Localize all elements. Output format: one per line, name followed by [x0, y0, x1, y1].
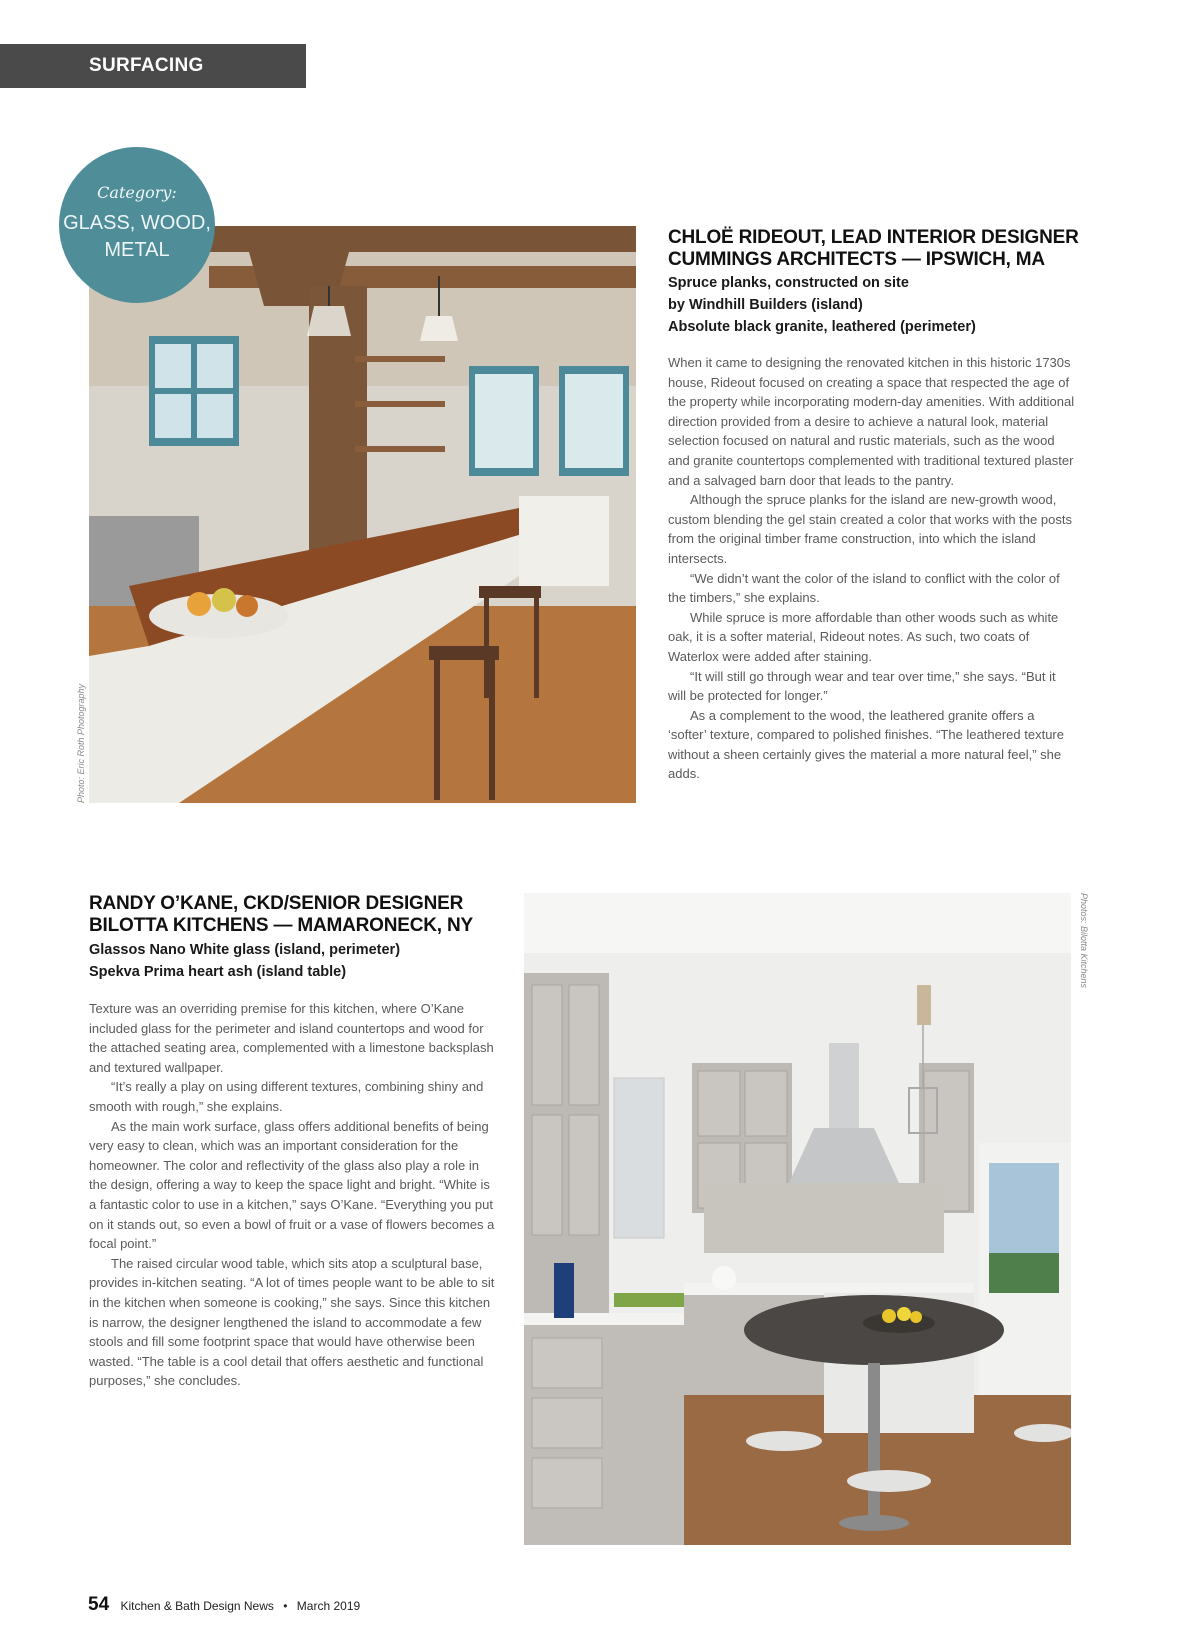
- profile1-spec: Spruce planks, constructed on site: [668, 275, 909, 291]
- profile2-spec: Glassos Nano White glass (island, perimeter): [89, 942, 401, 958]
- paragraph: Although the spruce planks for the island are new-growth wood, custom blending the gel stain created a color that works with the posts from the original timber frame construction, into which the island intersects.: [668, 492, 1072, 566]
- paragraph: Texture was an overriding premise for this kitchen, where O’Kane included glass for the perimeter and island countertops and wood for the attached seating area, complemented with a limestone backsplash and textured wallpaper.: [89, 1001, 494, 1075]
- page-number: 54: [88, 1594, 110, 1615]
- profile1-specs: [668, 272, 976, 338]
- paragraph: As a complement to the wood, the leathered granite offers a ‘softer’ texture, compared to polished finishes. “The leathered texture without a sheen certainly gives the material a more natural feel,” she adds.: [668, 707, 1064, 782]
- profile2-heading-line1: RANDY O’KANE, CKD/SENIOR DESIGNER: [89, 893, 464, 914]
- category-value: GLASS, WOOD, METAL: [63, 212, 211, 261]
- category-badge: [59, 147, 215, 303]
- profile1-heading: [668, 227, 1098, 271]
- paragraph: When it came to designing the renovated kitchen in this historic 1730s house, Rideout focused on creating a space that respected the age of the property while incorporating modern-day amenities. With additional direction provided from a desire to achieve a natural look, material selection focused on natural and rustic materials, such as the wood and granite countertops complemented with traditional textured plaster and a salvaged barn door that leads to the pantry.: [668, 355, 1075, 488]
- gray-kitchen-photo: [524, 893, 1071, 1545]
- profile2-heading-line2: BILOTTA KITCHENS — MAMARONECK, NY: [89, 915, 473, 936]
- page-footer: [88, 1594, 360, 1616]
- rustic-kitchen-photo: [89, 226, 636, 803]
- profile1-spec: by Windhill Builders (island): [668, 297, 863, 313]
- paragraph: “It’s really a play on using different textures, combining shiny and smooth with rough,” she explains.: [89, 1079, 484, 1114]
- section-title: SURFACING PROFILES: [89, 55, 204, 120]
- footer-separator: •: [283, 1599, 288, 1613]
- paragraph: “We didn’t want the color of the island to conflict with the color of the timbers,” she explains.: [668, 570, 1060, 606]
- paragraph: The raised circular wood table, which sits atop a sculptural base, provides in-kitchen seating. “A lot of times people want to be able to sit in the kitchen when someone is cooking,” she says. Since this kitchen is narrow, the designer lengthened the island to accommodate a few stools and fill some footprint space that would have otherwise been wasted. “The table is a cool detail that offers aesthetic and functional purposes,” she concludes.: [89, 1255, 495, 1389]
- paragraph: As the main work surface, glass offers additional benefits of being very easy to clean, which was an important consideration for the homeowner. The color and reflectivity of the glass also play a role in the design, offering a way to keep the space light and bright. “White is a fantastic color to use in a kitchen,” says O’Kane. “Everything you put on it stands out, so even a bowl of fruit or a vase of flowers becomes a focal point.”: [89, 1118, 495, 1252]
- publication-name: Kitchen & Bath Design News: [120, 1599, 274, 1613]
- profile2-spec: Spekva Prima heart ash (island table): [89, 964, 347, 980]
- profile1-heading-line1: CHLOË RIDEOUT, LEAD INTERIOR DESIGNER: [668, 227, 1079, 248]
- photo2-credit: Photos: Bilotta Kitchens: [1079, 893, 1089, 989]
- photo1-credit: Photo: Eric Roth Photography: [76, 683, 86, 803]
- profile2-specs: [89, 939, 400, 983]
- profile1-heading-line2: CUMMINGS ARCHITECTS — IPSWICH, MA: [668, 249, 1045, 270]
- paragraph: While spruce is more affordable than other woods such as white oak, it is a softer material, Rideout notes. As such, two coats of Waterlox were added after staining.: [668, 609, 1059, 664]
- profile2-heading: [89, 893, 529, 937]
- issue-date: March 2019: [296, 1599, 361, 1613]
- profile2-body: [89, 999, 495, 1391]
- paragraph: “It will still go through wear and tear over time,” she says. “But it will be protected for longer.”: [668, 668, 1056, 704]
- section-tab: [0, 44, 306, 120]
- profile1-spec: Absolute black granite, leathered (perimeter): [668, 319, 976, 335]
- category-label: Category:: [97, 183, 177, 202]
- profile1-body: [668, 353, 1076, 784]
